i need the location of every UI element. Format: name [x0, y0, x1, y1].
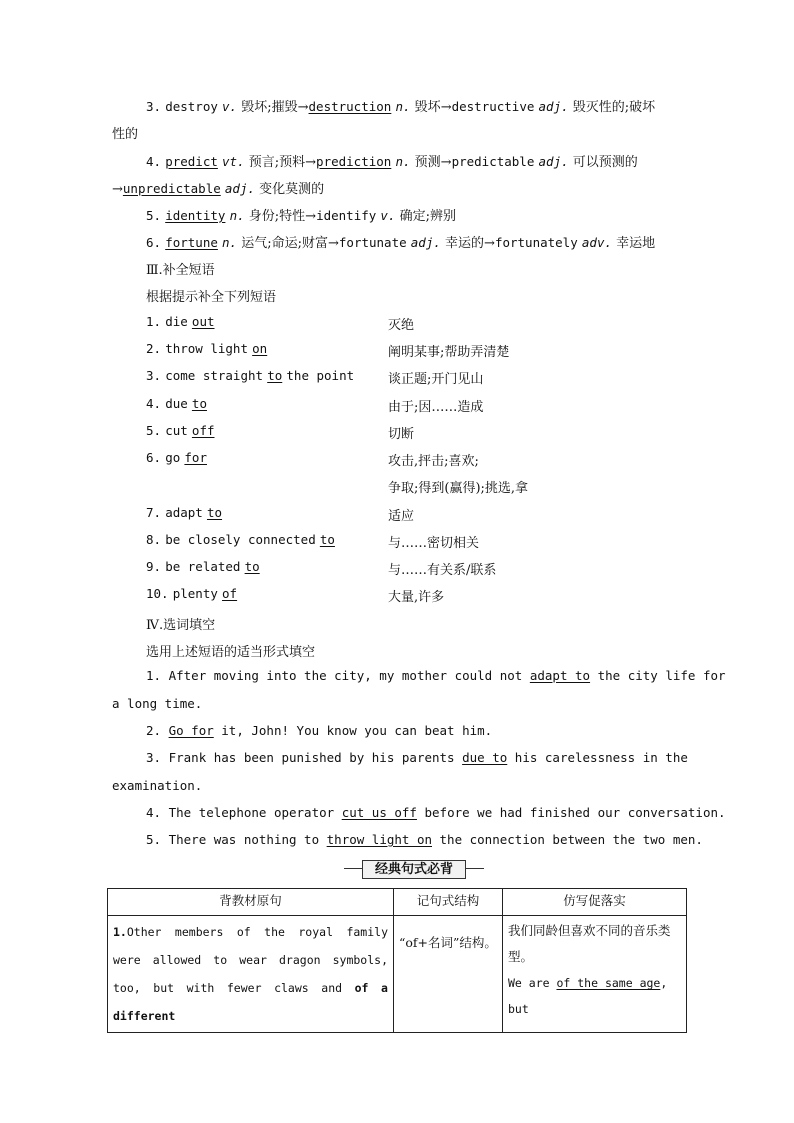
banner-title: 经典句式必背	[362, 860, 466, 879]
phrase-meaning-cont: 争取;得到(赢得);挑选,拿	[388, 481, 529, 496]
phrase-meaning: 谈正题;开门见山	[388, 372, 484, 387]
section-3-title: Ⅲ.补全短语	[146, 263, 215, 278]
table-row	[108, 916, 687, 1033]
phrase-meaning: 与……密切相关	[388, 536, 480, 551]
exercise-item: 2. Go for it, John! You know you can beat him.	[146, 723, 493, 738]
phrase-meaning: 阐明某事;帮助弄清楚	[388, 345, 510, 360]
phrase-meaning: 由于;因……造成	[388, 400, 484, 415]
table-cell-original: 1.Other members of the royal family were allowed to wear dragon symbols, too, but with fewer claws and of a different	[108, 916, 394, 1033]
phrase-item: 9. be related to	[146, 559, 260, 574]
phrase-item: 2. throw light on	[146, 341, 268, 356]
table-cell-structure: “of+名词”结构。	[394, 916, 503, 1033]
phrase-meaning: 灭绝	[388, 318, 415, 333]
table-header: 仿写促落实	[503, 889, 687, 916]
phrase-meaning: 切断	[388, 427, 415, 442]
exercise-item: 5. There was nothing to throw light on the connection between the two men.	[146, 832, 703, 847]
phrase-item: 3. come straight to the point	[146, 368, 355, 383]
section-3-instruction: 根据提示补全下列短语	[146, 290, 277, 305]
phrase-item: 4. due to	[146, 396, 207, 411]
phrase-meaning: 大量,许多	[388, 590, 445, 605]
table-header: 记句式结构	[394, 889, 503, 916]
vocab-item-3-cont: 性的	[112, 127, 139, 142]
banner-rule-left	[344, 868, 362, 869]
phrase-item: 10. plenty of	[146, 586, 238, 601]
vocab-item-5: 5. identity n. 身份;特性→identify v. 确定;辨别	[146, 208, 457, 224]
section-4-title: Ⅳ.选词填空	[146, 618, 216, 633]
exercise-item-cont: a long time.	[112, 696, 203, 711]
exercise-item: 1. After moving into the city, my mother could not adapt to the city life for	[146, 668, 726, 683]
sentence-table	[107, 888, 687, 1033]
section-4-instruction: 选用上述短语的适当形式填空	[146, 645, 316, 660]
exercise-item: 4. The telephone operator cut us off before we had finished our conversation.	[146, 805, 726, 820]
table-header: 背教材原句	[108, 889, 394, 916]
phrase-meaning: 与……有关系/联系	[388, 563, 497, 578]
vocab-item-3: 3. destroy v. 毁坏;摧毁→destruction n. 毁坏→destructive adj. 毁灭性的;破坏	[146, 99, 656, 115]
vocab-item-4: 4. predict vt. 预言;预料→prediction n. 预测→predictable adj. 可以预测的	[146, 154, 638, 170]
phrase-item: 5. cut off	[146, 423, 215, 438]
table-cell-practice: 我们同龄但喜欢不同的音乐类型。 We are of the same age, but	[503, 916, 687, 1033]
vocab-item-4-cont: →unpredictable adj. 变化莫测的	[112, 181, 325, 197]
phrase-item: 7. adapt to	[146, 505, 223, 520]
exercise-item-cont: examination.	[112, 778, 203, 793]
banner-rule-right	[466, 868, 484, 869]
vocab-item-6: 6. fortune n. 运气;命运;财富→fortunate adj. 幸运的→fortunately adv. 幸运地	[146, 235, 656, 251]
phrase-meaning: 适应	[388, 509, 415, 524]
phrase-meaning: 攻击,抨击;喜欢;	[388, 454, 479, 469]
phrase-item: 1. die out	[146, 314, 215, 329]
phrase-item: 8. be closely connected to	[146, 532, 335, 547]
exercise-item: 3. Frank has been punished by his parents due to his carelessness in the	[146, 750, 688, 765]
table-header-row	[108, 889, 687, 916]
section-banner	[344, 860, 484, 878]
phrase-item: 6. go for	[146, 450, 207, 465]
